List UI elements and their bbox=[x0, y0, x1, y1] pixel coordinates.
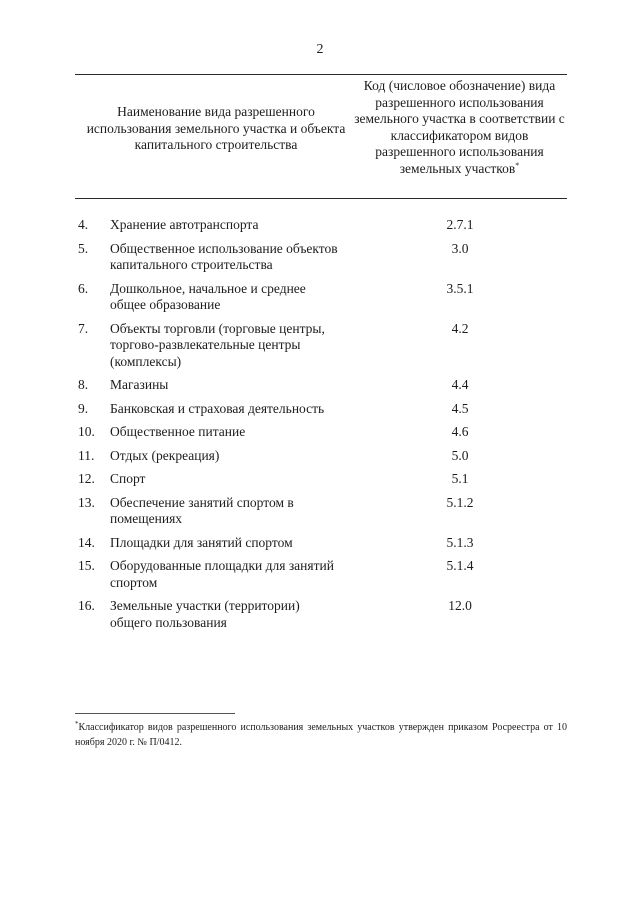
row-name: Обеспечение занятий спортом в помещениях bbox=[110, 494, 294, 526]
footnote-separator bbox=[75, 713, 235, 714]
table-row bbox=[0, 535, 640, 552]
table-row bbox=[0, 401, 640, 418]
row-number: 6. bbox=[78, 280, 89, 296]
table-row bbox=[0, 598, 640, 631]
column-header-code-text: Код (числовое обозначение) вида разрешенного использования земельного участка в соответствии с классификатором видов разрешенного использования земельных участков bbox=[354, 78, 565, 176]
row-number: 10. bbox=[78, 424, 95, 439]
row-code: 3.5.1 bbox=[446, 280, 474, 296]
row-number: 13. bbox=[78, 494, 95, 510]
row-code: 2.7.1 bbox=[446, 217, 474, 232]
table-row bbox=[0, 321, 640, 371]
footnote-text: Классификатор видов разрешенного использования земельных участков утвержден приказом Росреестра от 10 ноября 2020 г. № П/0412. bbox=[75, 722, 567, 748]
row-number: 5. bbox=[78, 240, 89, 256]
row-code: 5.0 bbox=[451, 447, 469, 463]
row-name: Объекты торговли (торговые центры, торгово-развлекательные центры (комплексы) bbox=[110, 320, 325, 369]
table-header-rule bbox=[75, 198, 567, 199]
row-code: 5.1.4 bbox=[446, 558, 474, 573]
row-name: Общественное питание bbox=[110, 424, 246, 439]
row-name: Площадки для занятий спортом bbox=[110, 534, 293, 550]
footnote-mark: * bbox=[515, 160, 520, 170]
row-name: Отдых (рекреация) bbox=[110, 447, 220, 463]
row-code: 4.4 bbox=[451, 377, 469, 392]
row-code: 4.6 bbox=[451, 424, 469, 439]
row-number: 16. bbox=[78, 598, 95, 613]
table-row bbox=[0, 424, 640, 441]
row-number: 8. bbox=[78, 377, 89, 392]
row-name: Магазины bbox=[110, 377, 169, 392]
table-row bbox=[0, 471, 640, 488]
row-name: Общественное использование объектов капитального строительства bbox=[110, 240, 338, 272]
page-number: 2 bbox=[316, 42, 324, 57]
row-number: 4. bbox=[78, 217, 89, 232]
row-code: 3.0 bbox=[451, 240, 469, 256]
table-top-rule bbox=[75, 74, 567, 75]
row-number: 9. bbox=[78, 400, 89, 416]
row-number: 14. bbox=[78, 534, 95, 550]
footnote bbox=[75, 720, 567, 750]
table-row bbox=[0, 377, 640, 394]
row-name: Спорт bbox=[110, 471, 146, 486]
row-code: 5.1 bbox=[451, 471, 469, 486]
row-code: 5.1.3 bbox=[446, 534, 474, 550]
footnote-mark: * bbox=[75, 720, 79, 728]
row-code: 5.1.2 bbox=[446, 494, 474, 510]
table-row bbox=[0, 495, 640, 528]
row-code: 4.2 bbox=[451, 320, 469, 336]
column-header-name: Наименование вида разрешенного использования земельного участка и объекта капитального строительства bbox=[86, 104, 346, 152]
row-code: 12.0 bbox=[448, 598, 472, 613]
row-name: Дошкольное, начальное и среднее общее образование bbox=[110, 280, 306, 312]
column-header-code bbox=[352, 78, 567, 177]
row-name: Земельные участки (территории) общего пользования bbox=[110, 598, 300, 630]
row-name: Банковская и страховая деятельность bbox=[110, 400, 325, 416]
row-name: Оборудованные площадки для занятий спортом bbox=[110, 558, 334, 590]
table-row bbox=[0, 558, 640, 591]
table-row bbox=[0, 448, 640, 465]
table-row bbox=[0, 281, 640, 314]
table-body bbox=[0, 217, 640, 638]
row-number: 15. bbox=[78, 558, 95, 573]
table-row bbox=[0, 241, 640, 274]
row-name: Хранение автотранспорта bbox=[110, 217, 259, 232]
table-row bbox=[0, 217, 640, 234]
row-number: 12. bbox=[78, 471, 95, 486]
row-number: 7. bbox=[78, 320, 89, 336]
row-number: 11. bbox=[78, 447, 95, 463]
row-code: 4.5 bbox=[451, 400, 469, 416]
